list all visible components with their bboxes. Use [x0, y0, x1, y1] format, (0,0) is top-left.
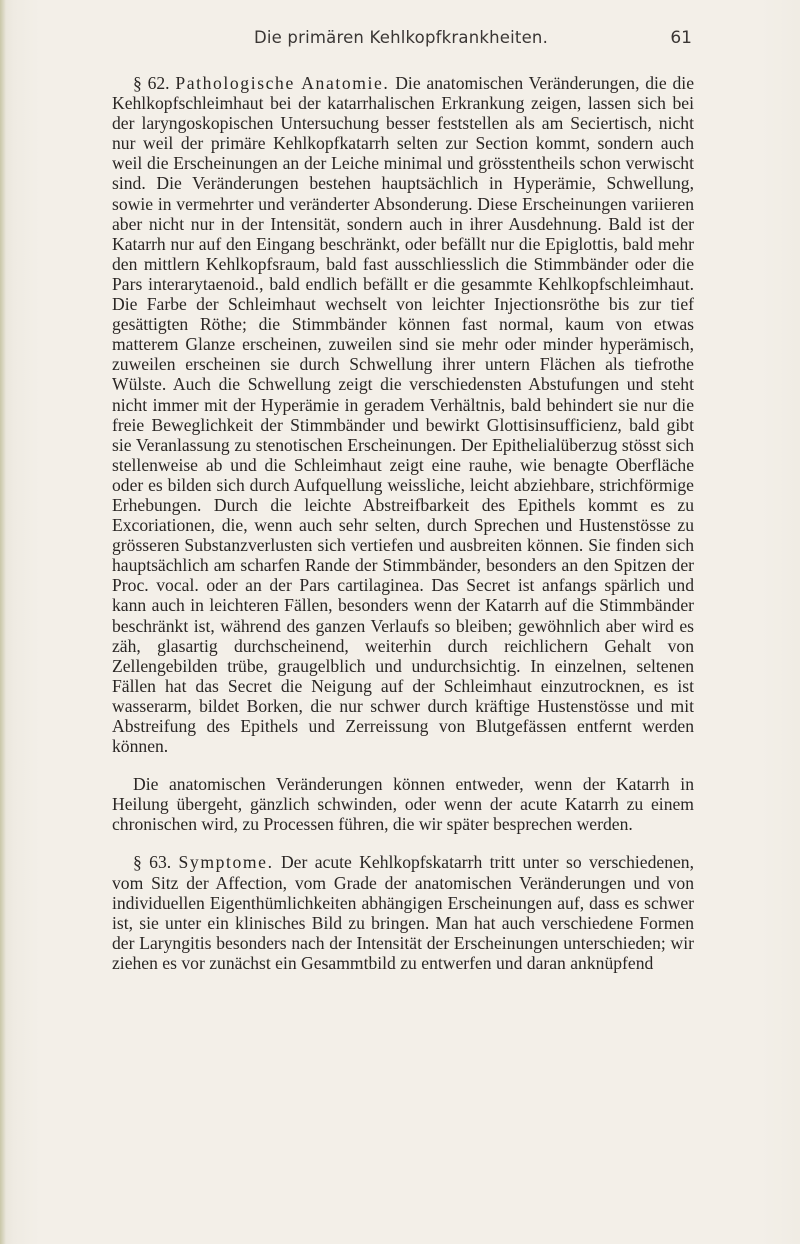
section-number: § 62. [133, 73, 170, 93]
running-title: Die primären Kehlkopfkrankheiten. [253, 28, 549, 47]
section-number: § 63. [133, 852, 172, 873]
page-number: 61 [670, 28, 692, 48]
paragraph-text: Die anatomischen Veränderungen, die die Kehlkopfschleimhaut bei der katarrhalischen Erkrankung zeigen, lassen sich bei der laryngoskopischen Untersuchung besser feststellen als am Seciertisch, nicht nur weil der primäre Kehlkopfkatarrh selten zur Section kommt, sondern auch weil die Erscheinungen an der Leiche minimal und grösstentheils schon verwischt sind. Die Veränderungen bestehen hauptsächlich in Hyperämie, Schwellung, sowie in vermehrter und veränderter Absonderung. Diese Erscheinungen variieren aber nicht nur in der Intensität, sondern auch in ihrer Ausdehnung. Bald ist der Katarrh nur auf den Eingang beschränkt, oder befällt nur die Epiglottis, bald mehr den mittlern Kehlkopfsraum, bald fast ausschliesslich die Stimmbänder oder die Pars interarytaenoid., bald endlich befällt er die gesammte Kehlkopfschleimhaut. Die Farbe der Schleimhaut wechselt von leichter Injectionsröthe bis zur tief gesättigten Röthe; die Stimmbänder können fast normal, kaum von etwas matterem Glanze erscheinen, zuweilen sind sie mehr oder minder hyperämisch, zuweilen erscheinen sie durch Schwellung ihrer untern Flächen als tiefrothe Wülste. Auch die Schwellung zeigt die verschiedensten Abstufungen und steht nicht immer mit der Hyperämie in geradem Verhältnis, bald behindert sie nur die freie Beweglichkeit der Stimmbänder und bewirkt Glottisinsufficienz, bald gibt sie Veranlassung zu stenotischen Erscheinungen. Der Epithelialüberzug stösst sich stellenweise ab und die Schleimhaut zeigt eine rauhe, wie benagte Oberfläche oder es bilden sich durch Aufquellung weissliche, leicht abziehbare, strichförmige Erhebungen. Durch die leichte Abstreifbarkeit des Epithels kommt es zu Excoriationen, die, wenn auch sehr selten, durch Sprechen und Hustenstösse zu grösseren Substanzverlusten sich vertiefen und ausbreiten können. Sie finden sich hauptsächlich am scharfen Rande der Stimmbänder, besonders an den Spitzen der Proc. vocal. oder an der Pars cartilaginea. Das Secret ist anfangs spärlich und kann auch in leichteren Fällen, besonders wenn der Katarrh auf die Stimmbänder beschränkt ist, während des ganzen Verlaufs so bleiben; gewöhnlich aber wird es zäh, glasartig durchscheinend, weiterhin durch reichlichern Gehalt von Zellengebilden trübe, graugelblich und undurchsichtig. In einzelnen, seltenen Fällen hat das Secret die Neigung auf der Schleimhaut einzutrocknen, es ist wasserarm, bildet Borken, die nur schwer durch kräftige Hustenstösse und mit Abstreifung des Epithels und Zerreissung von Blutgefässen entfernt werden können. [112, 73, 694, 757]
section-heading: Symptome. [178, 852, 274, 873]
paragraph-anatomische-veraenderungen [112, 774, 694, 834]
body-text [112, 73, 694, 973]
paragraph-section-63 [112, 852, 694, 973]
page-header [110, 28, 692, 52]
paragraph-text: Der acute Kehlkopfskatarrh tritt unter so verschiedenen, vom Sitz der Affection, vom Grade der anatomischen Veränderungen und von individuellen Eigenthümlichkeiten abhängigen Erscheinungen auf, dass es schwer ist, sie unter ein klinisches Bild zu bringen. Man hat auch verschiedene Formen der Laryngitis besonders nach der Intensität der Erscheinungen unterschieden; wir ziehen es vor zunächst ein Gesammtbild zu entwerfen und daran anknüpfend [112, 852, 695, 973]
section-heading: Pathologische Anatomie. [175, 73, 390, 93]
paragraph-text: Die anatomischen Veränderungen können entweder, wenn der Katarrh in Heilung übergeht, gänzlich schwinden, oder wenn der acute Katarrh zu einem chronischen wird, zu Processen führen, die wir später besprechen werden. [112, 774, 694, 835]
page-spine-shadow [0, 0, 6, 1244]
paragraph-section-62 [112, 73, 694, 756]
